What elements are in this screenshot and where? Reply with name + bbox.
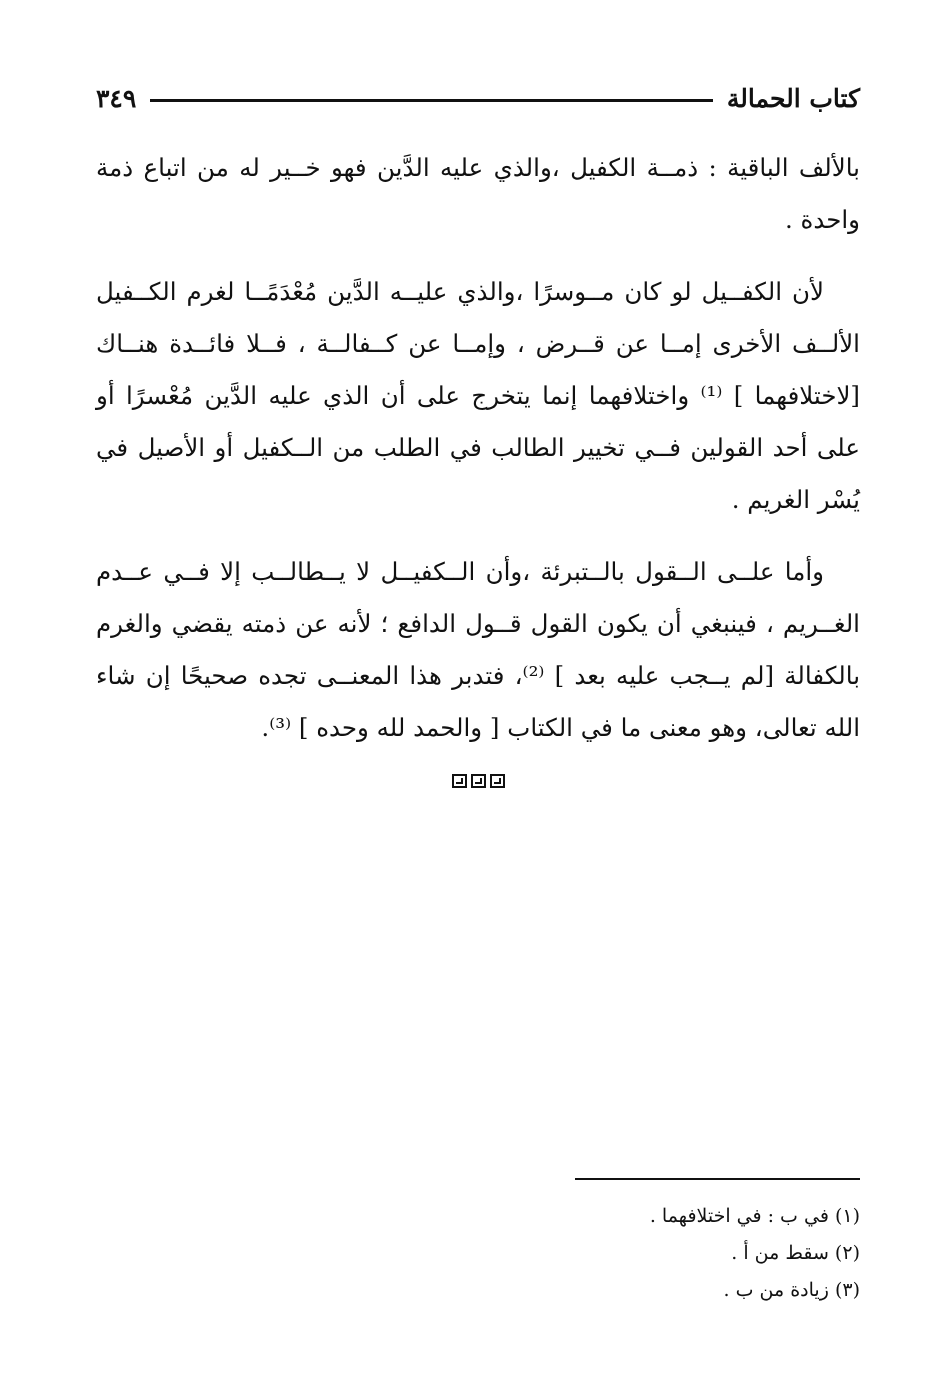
footnote-1: (١) في ب : في اختلافهما . <box>649 1205 860 1227</box>
running-header <box>96 78 860 118</box>
ornament-box-icon <box>452 774 467 788</box>
paragraph-1: بالألف الباقية : ذمــة الكفيل ،والذي عليه الدَّين فهو خــير له من اتباع ذمة واحدة . <box>96 153 860 234</box>
chapter-title: كتاب الحمالة <box>726 83 860 113</box>
footnote-2: (٢) سقط من أ . <box>731 1242 860 1264</box>
paragraph-2: لأن الكفــيل لو كان مــوسرًا ،والذي عليــه الدَّين مُعْدَمًــا لغرم الكــفيل الألــف الأخرى إمــا عن قــرض ، وإمــا عن كــفالــة ، فــلا فائــدة هنــاك [لاختلافهما ] ⁽¹⁾ واختلافهما إنما يتخرج على أن الذي عليه الدَّين مُعْسرًا أو على أحد القولين فــي تخيير الطالب في الطلب من الــكفيل أو الأصيل في يُسْر الغريم . <box>96 277 860 514</box>
footnote-3: (٣) زيادة من ب . <box>723 1279 860 1301</box>
section-end-ornament <box>96 774 860 788</box>
book-page <box>96 78 860 1338</box>
main-text <box>96 142 860 754</box>
footnotes <box>570 1178 860 1309</box>
footnote-rule <box>575 1178 860 1180</box>
page-number: ٣٤٩ <box>96 83 137 113</box>
ornament-box-icon <box>471 774 486 788</box>
paragraph-3: وأما علــى الــقول بالــتبرئة ،وأن الــكفيــل لا يــطالــب إلا فــي عــدم الغــريم ، فينبغي أن يكون القول قــول الدافع ؛ لأنه عن ذمته يقضي والغرم بالكفالة [لم يــجب عليه بعد ] ⁽²⁾، فتدبر هذا المعنــى تجده صحيحًا إن شاء الله تعالى، وهو معنى ما في الكتاب [ والحمد لله وحده ] ⁽³⁾. <box>96 557 861 742</box>
header-rule <box>150 99 713 102</box>
ornament-box-icon <box>490 774 505 788</box>
